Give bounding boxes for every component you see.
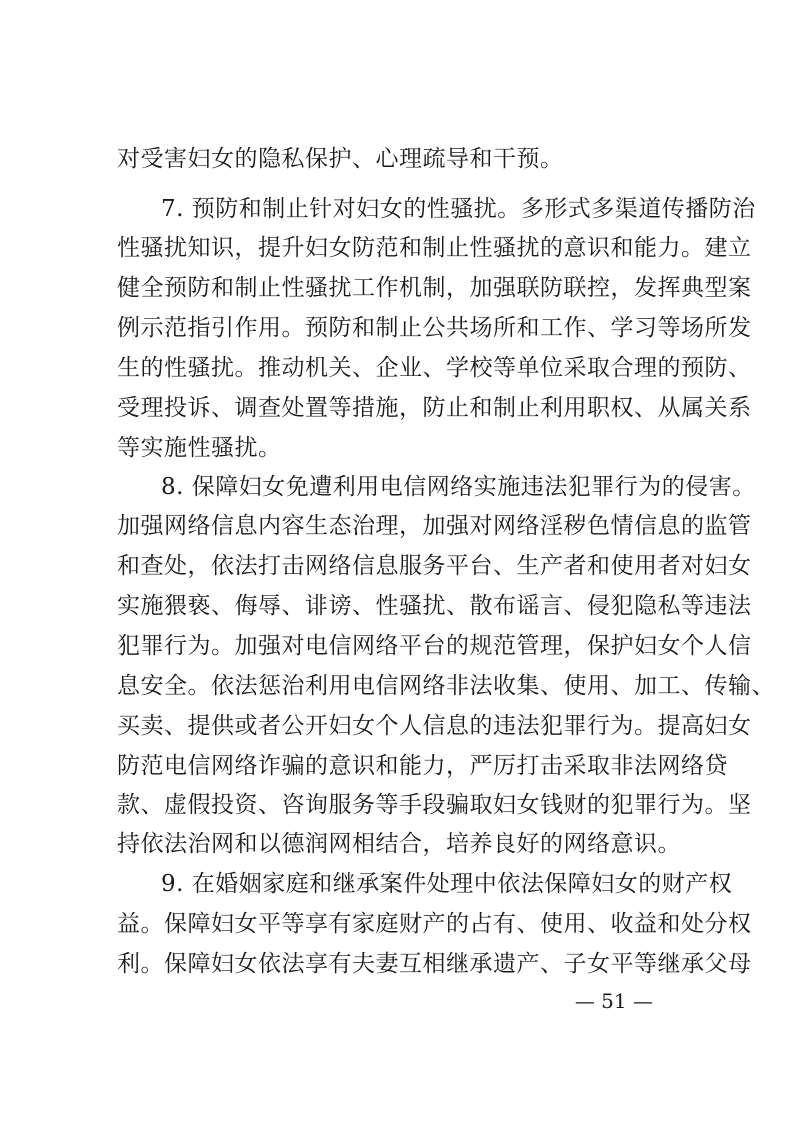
text-line: 加强网络信息内容生态治理，加强对网络淫秽色情信息的监管	[117, 513, 752, 539]
text-line: 健全预防和制止性骚扰工作机制，加强联防联控，发挥典型案	[117, 275, 752, 301]
text-line: 持依法治网和以德润网相结合，培养良好的网络意识。	[117, 831, 681, 857]
page-number: — 51 —	[574, 989, 653, 1013]
text-line: 8. 保障妇女免遭利用电信网络实施违法犯罪行为的侵害。	[161, 474, 756, 500]
text-line: 买卖、提供或者公开妇女个人信息的违法犯罪行为。提高妇女	[117, 713, 752, 739]
text-line: 性骚扰知识，提升妇女防范和制止性骚扰的意识和能力。建立	[117, 235, 752, 261]
text-line: 息安全。依法惩治利用电信网络非法收集、使用、加工、传输、	[117, 673, 775, 699]
text-line: 和查处，依法打击网络信息服务平台、生产者和使用者对妇女	[117, 553, 752, 579]
text-line: 对受害妇女的隐私保护、心理疏导和干预。	[117, 146, 564, 172]
text-line: 利。保障妇女依法享有夫妻互相继承遗产、子女平等继承父母	[117, 951, 752, 977]
text-line: 益。保障妇女平等享有家庭财产的占有、使用、收益和处分权	[117, 911, 752, 937]
text-line: 犯罪行为。加强对电信网络平台的规范管理，保护妇女个人信	[117, 633, 752, 659]
text-line: 款、虚假投资、咨询服务等手段骗取妇女钱财的犯罪行为。坚	[117, 792, 752, 818]
text-line: 生的性骚扰。推动机关、企业、学校等单位采取合理的预防、	[117, 355, 752, 381]
text-line: 等实施性骚扰。	[117, 435, 282, 461]
text-line: 实施猥亵、侮辱、诽谤、性骚扰、散布谣言、侵犯隐私等违法	[117, 593, 752, 619]
text-line: 防范电信网络诈骗的意识和能力，严厉打击采取非法网络贷	[117, 753, 728, 779]
text-line: 例示范指引作用。预防和制止公共场所和工作、学习等场所发	[117, 315, 752, 341]
text-line: 9. 在婚姻家庭和继承案件处理中依法保障妇女的财产权	[161, 871, 733, 897]
text-line: 受理投诉、调查处置等措施，防止和制止利用职权、从属关系	[117, 395, 752, 421]
text-line: 7. 预防和制止针对妇女的性骚扰。多形式多渠道传播防治	[161, 196, 756, 222]
